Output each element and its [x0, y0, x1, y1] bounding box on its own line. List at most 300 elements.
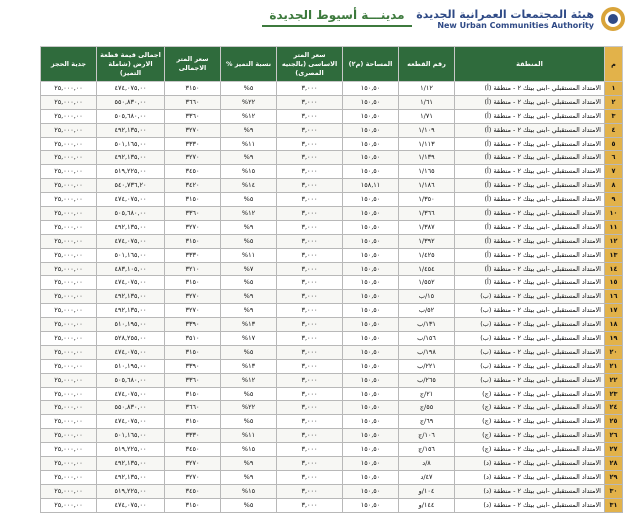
cell-base-price: ٣,٠٠٠ — [277, 429, 343, 443]
cell-plot-no: ١٥٦/ب — [399, 332, 455, 346]
col-header-area: المساحة (م٢) — [343, 47, 399, 82]
table-row — [41, 415, 623, 429]
cell-deposit: ٢٥,٠٠٠,٠٠ — [41, 179, 97, 193]
cell-index: ٧ — [605, 165, 623, 179]
cell-premium: ١٢% — [221, 109, 277, 123]
cell-premium: ١٢% — [221, 207, 277, 221]
cell-total-value: ٤٩٢,١٣٥,٠٠ — [97, 220, 165, 234]
cell-plot-no: ١٩٨/ب — [399, 345, 455, 359]
cell-plot-no: ١/١٨٦ — [399, 179, 455, 193]
cell-deposit: ٢٥,٠٠٠,٠٠ — [41, 151, 97, 165]
cell-plot-no: ١٠٦/ج — [399, 429, 455, 443]
cell-deposit: ٢٥,٠٠٠,٠٠ — [41, 429, 97, 443]
cell-total-meter-price: ٣١٥٠ — [165, 415, 221, 429]
cell-total-meter-price: ٣١٥٠ — [165, 82, 221, 96]
cell-area: ١٥٠,٥٠ — [343, 95, 399, 109]
cell-region: الامتداد المستقبلي -ابنى بيتك ٢ - منطقة (د) — [455, 484, 605, 498]
cell-total-value: ٤٩٢,١٣٥,٠٠ — [97, 470, 165, 484]
cell-index: ٢٥ — [605, 415, 623, 429]
cell-deposit: ٢٥,٠٠٠,٠٠ — [41, 359, 97, 373]
logo-arabic-title: هيئة المجتمعات العمرانية الجديدة — [416, 7, 594, 21]
cell-premium: ٥% — [221, 498, 277, 512]
cell-area: ١٥٠,٥٠ — [343, 429, 399, 443]
cell-region: الامتداد المستقبلي -ابنى بيتك ٢ - منطقة (د) — [455, 498, 605, 512]
cell-total-value: ٥٠٥,٦٨٠,٠٠ — [97, 207, 165, 221]
cell-area: ١٥٠,٥٠ — [343, 109, 399, 123]
cell-area: ١٥٠,٥٠ — [343, 207, 399, 221]
cell-base-price: ٣,٠٠٠ — [277, 304, 343, 318]
cell-base-price: ٣,٠٠٠ — [277, 234, 343, 248]
cell-premium: ٥% — [221, 276, 277, 290]
cell-area: ١٥٠,٥٠ — [343, 234, 399, 248]
cell-plot-no: ١٤٤/و — [399, 498, 455, 512]
cell-area: ١٥٠,٥٠ — [343, 345, 399, 359]
table-row — [41, 318, 623, 332]
cell-total-value: ٤٨٣,١٠٥,٠٠ — [97, 262, 165, 276]
cell-deposit: ٢٥,٠٠٠,٠٠ — [41, 373, 97, 387]
cell-deposit: ٢٥,٠٠٠,٠٠ — [41, 262, 97, 276]
col-header-total-value: اجمالى قيمة قطعة الارض (شاملة التميز) — [97, 47, 165, 82]
cell-premium: ٩% — [221, 220, 277, 234]
col-header-total-meter-price: سعر المتر الاجمالى — [165, 47, 221, 82]
cell-total-value: ٤٧٤,٠٧٥,٠٠ — [97, 193, 165, 207]
logo-english-title: New Urban Communities Authority — [437, 20, 594, 30]
cell-deposit: ٢٥,٠٠٠,٠٠ — [41, 234, 97, 248]
nuca-logo — [416, 6, 626, 32]
cell-total-meter-price: ٣٢٧٠ — [165, 220, 221, 234]
cell-area: ١٥٠,٥٠ — [343, 484, 399, 498]
cell-total-meter-price: ٣٤٥٠ — [165, 165, 221, 179]
cell-total-meter-price: ٣٤٥٠ — [165, 484, 221, 498]
cell-deposit: ٢٥,٠٠٠,٠٠ — [41, 401, 97, 415]
cell-premium: ١٧% — [221, 332, 277, 346]
cell-region: الامتداد المستقبلي -ابنى بيتك ٢ - منطقة (أ) — [455, 151, 605, 165]
cell-total-value: ٥٠١,١٦٥,٠٠ — [97, 137, 165, 151]
cell-area: ١٥٠,٥٠ — [343, 276, 399, 290]
cell-total-meter-price: ٣١٥٠ — [165, 234, 221, 248]
cell-region: الامتداد المستقبلي -ابنى بيتك ٢ - منطقة (أ) — [455, 262, 605, 276]
cell-total-value: ٤٧٤,٠٧٥,٠٠ — [97, 387, 165, 401]
cell-index: ١٢ — [605, 234, 623, 248]
cell-area: ١٥٠,٥٠ — [343, 401, 399, 415]
cell-total-meter-price: ٣٢١٠ — [165, 262, 221, 276]
cell-region: الامتداد المستقبلي -ابنى بيتك ٢ - منطقة (ب) — [455, 290, 605, 304]
cell-premium: ١٤% — [221, 179, 277, 193]
cell-region: الامتداد المستقبلي -ابنى بيتك ٢ - منطقة (أ) — [455, 137, 605, 151]
table-row — [41, 373, 623, 387]
cell-premium: ٥% — [221, 415, 277, 429]
cell-premium: ٢٢% — [221, 95, 277, 109]
cell-plot-no: ١/١٣٩ — [399, 151, 455, 165]
cell-plot-no: ١/١١٣ — [399, 137, 455, 151]
cell-region: الامتداد المستقبلي -ابنى بيتك ٢ - منطقة (د) — [455, 457, 605, 471]
cell-index: ٢ — [605, 95, 623, 109]
cell-total-value: ٥٢٨,٢٥٥,٠٠ — [97, 332, 165, 346]
cell-area: ١٥٠,٥٠ — [343, 220, 399, 234]
cell-premium: ٥% — [221, 193, 277, 207]
cell-total-meter-price: ٣٢٧٠ — [165, 457, 221, 471]
cell-region: الامتداد المستقبلي -ابنى بيتك ٢ - منطقة (ب) — [455, 345, 605, 359]
cell-index: ١١ — [605, 220, 623, 234]
cell-premium: ١١% — [221, 429, 277, 443]
cell-premium: ١١% — [221, 137, 277, 151]
cell-premium: ٩% — [221, 290, 277, 304]
cell-deposit: ٢٥,٠٠٠,٠٠ — [41, 304, 97, 318]
cell-region: الامتداد المستقبلي -ابنى بيتك ٢ - منطقة (ب) — [455, 373, 605, 387]
table-row — [41, 193, 623, 207]
table-row — [41, 276, 623, 290]
cell-index: ١ — [605, 82, 623, 96]
table-row — [41, 109, 623, 123]
col-header-plot-no: رقم القطعه — [399, 47, 455, 82]
cell-deposit: ٢٥,٠٠٠,٠٠ — [41, 123, 97, 137]
cell-index: ٤ — [605, 123, 623, 137]
cell-base-price: ٣,٠٠٠ — [277, 290, 343, 304]
cell-deposit: ٢٥,٠٠٠,٠٠ — [41, 82, 97, 96]
cell-premium: ٩% — [221, 123, 277, 137]
cell-deposit: ٢٥,٠٠٠,٠٠ — [41, 165, 97, 179]
cell-region: الامتداد المستقبلي -ابنى بيتك ٢ - منطقة (أ) — [455, 207, 605, 221]
nuca-emblem-icon — [600, 6, 626, 32]
cell-total-meter-price: ٣٥١٠ — [165, 332, 221, 346]
cell-area: ١٥٠,٥٠ — [343, 290, 399, 304]
cell-total-value: ٤٩٢,١٣٥,٠٠ — [97, 290, 165, 304]
cell-area: ١٥٠,٥٠ — [343, 137, 399, 151]
cell-deposit: ٢٥,٠٠٠,٠٠ — [41, 318, 97, 332]
table-row — [41, 304, 623, 318]
cell-index: ٦ — [605, 151, 623, 165]
table-row — [41, 345, 623, 359]
cell-index: ٢٨ — [605, 457, 623, 471]
cell-plot-no: ١/٣٨٧ — [399, 220, 455, 234]
cell-base-price: ٣,٠٠٠ — [277, 248, 343, 262]
cell-index: ١٣ — [605, 248, 623, 262]
cell-total-meter-price: ٣٦٦٠ — [165, 95, 221, 109]
cell-premium: ٥% — [221, 82, 277, 96]
cell-total-meter-price: ٣٣٣٠ — [165, 248, 221, 262]
cell-plot-no: ١٣١/ب — [399, 318, 455, 332]
col-header-premium: نسبة التميز % — [221, 47, 277, 82]
cell-base-price: ٣,٠٠٠ — [277, 276, 343, 290]
cell-index: ١٧ — [605, 304, 623, 318]
cell-plot-no: ١٥/ب — [399, 290, 455, 304]
cell-base-price: ٣,٠٠٠ — [277, 179, 343, 193]
cell-plot-no: ١/٤٢٥ — [399, 248, 455, 262]
table-row — [41, 82, 623, 96]
cell-plot-no: ٥٥/ج — [399, 401, 455, 415]
cell-base-price: ٣,٠٠٠ — [277, 193, 343, 207]
cell-total-value: ٤٩٢,١٣٥,٠٠ — [97, 457, 165, 471]
table-row — [41, 95, 623, 109]
table-row — [41, 457, 623, 471]
cell-area: ١٥٠,٥٠ — [343, 373, 399, 387]
cell-deposit: ٢٥,٠٠٠,٠٠ — [41, 95, 97, 109]
cell-base-price: ٣,٠٠٠ — [277, 401, 343, 415]
cell-total-value: ٤٧٤,٠٧٥,٠٠ — [97, 276, 165, 290]
cell-premium: ١٣% — [221, 318, 277, 332]
cell-total-value: ٤٧٤,٠٧٥,٠٠ — [97, 498, 165, 512]
cell-premium: ٥% — [221, 345, 277, 359]
cell-area: ١٥٠,٥٠ — [343, 359, 399, 373]
cell-total-meter-price: ٣٣٦٠ — [165, 109, 221, 123]
cell-area: ١٥٠,٥٠ — [343, 415, 399, 429]
cell-plot-no: ١٠٤/و — [399, 484, 455, 498]
cell-index: ١٩ — [605, 332, 623, 346]
cell-plot-no: ١/٧١ — [399, 109, 455, 123]
city-underline — [262, 25, 412, 27]
cell-deposit: ٢٥,٠٠٠,٠٠ — [41, 207, 97, 221]
cell-base-price: ٣,٠٠٠ — [277, 470, 343, 484]
table-row — [41, 387, 623, 401]
cell-premium: ١٥% — [221, 443, 277, 457]
cell-plot-no: ٤٧/د — [399, 470, 455, 484]
cell-region: الامتداد المستقبلي -ابنى بيتك ٢ - منطقة (أ) — [455, 220, 605, 234]
cell-region: الامتداد المستقبلي -ابنى بيتك ٢ - منطقة (ب) — [455, 359, 605, 373]
cell-total-meter-price: ٣١٥٠ — [165, 498, 221, 512]
cell-premium: ١٥% — [221, 484, 277, 498]
cell-region: الامتداد المستقبلي -ابنى بيتك ٢ - منطقة (أ) — [455, 95, 605, 109]
cell-plot-no: ١/١٢ — [399, 82, 455, 96]
cell-region: الامتداد المستقبلي -ابنى بيتك ٢ - منطقة (أ) — [455, 248, 605, 262]
cell-index: ٣٠ — [605, 484, 623, 498]
cell-index: ١٠ — [605, 207, 623, 221]
cell-area: ١٥٠,٥٠ — [343, 82, 399, 96]
cell-premium: ٩% — [221, 470, 277, 484]
cell-plot-no: ١/٣٩٢ — [399, 234, 455, 248]
cell-deposit: ٢٥,٠٠٠,٠٠ — [41, 220, 97, 234]
city-name: مدينـــة أسيوط الجديدة — [269, 8, 405, 22]
cell-total-meter-price: ٣٦٦٠ — [165, 401, 221, 415]
cell-premium: ٩% — [221, 151, 277, 165]
cell-premium: ٥% — [221, 234, 277, 248]
cell-base-price: ٣,٠٠٠ — [277, 332, 343, 346]
cell-total-value: ٤٧٤,٠٧٥,٠٠ — [97, 415, 165, 429]
cell-deposit: ٢٥,٠٠٠,٠٠ — [41, 137, 97, 151]
cell-index: ٢٢ — [605, 373, 623, 387]
cell-plot-no: ١/٥٥٢ — [399, 276, 455, 290]
cell-region: الامتداد المستقبلي -ابنى بيتك ٢ - منطقة (ب) — [455, 304, 605, 318]
cell-plot-no: ٢٢١/ب — [399, 359, 455, 373]
cell-plot-no: ١/٦١ — [399, 95, 455, 109]
cell-base-price: ٣,٠٠٠ — [277, 373, 343, 387]
cell-area: ١٥٠,٥٠ — [343, 123, 399, 137]
table-row — [41, 443, 623, 457]
cell-total-meter-price: ٣٢٧٠ — [165, 123, 221, 137]
cell-deposit: ٢٥,٠٠٠,٠٠ — [41, 484, 97, 498]
cell-plot-no: ١/٣٥٠ — [399, 193, 455, 207]
table-row — [41, 151, 623, 165]
cell-deposit: ٢٥,٠٠٠,٠٠ — [41, 498, 97, 512]
cell-total-meter-price: ٣٣٣٠ — [165, 429, 221, 443]
cell-area: ١٥٠,٥٠ — [343, 318, 399, 332]
cell-premium: ٥% — [221, 387, 277, 401]
cell-total-value: ٤٩٢,١٣٥,٠٠ — [97, 151, 165, 165]
cell-premium: ١١% — [221, 248, 277, 262]
cell-total-value: ٤٧٤,٠٧٥,٠٠ — [97, 234, 165, 248]
cell-region: الامتداد المستقبلي -ابنى بيتك ٢ - منطقة (د) — [455, 470, 605, 484]
cell-total-value: ٤٧٤,٠٧٥,٠٠ — [97, 345, 165, 359]
cell-index: ٢٣ — [605, 387, 623, 401]
cell-index: ٢٩ — [605, 470, 623, 484]
cell-deposit: ٢٥,٠٠٠,٠٠ — [41, 387, 97, 401]
cell-base-price: ٣,٠٠٠ — [277, 387, 343, 401]
cell-index: ١٤ — [605, 262, 623, 276]
cell-index: ٢٧ — [605, 443, 623, 457]
table-row — [41, 484, 623, 498]
cell-index: ١٦ — [605, 290, 623, 304]
cell-deposit: ٢٥,٠٠٠,٠٠ — [41, 193, 97, 207]
cell-total-value: ٥٥٠,٨٣٠,٠٠ — [97, 401, 165, 415]
table-row — [41, 359, 623, 373]
table-row — [41, 248, 623, 262]
cell-deposit: ٢٥,٠٠٠,٠٠ — [41, 443, 97, 457]
cell-total-meter-price: ٣٣٦٠ — [165, 207, 221, 221]
cell-region: الامتداد المستقبلي -ابنى بيتك ٢ - منطقة (أ) — [455, 193, 605, 207]
table-row — [41, 123, 623, 137]
cell-base-price: ٣,٠٠٠ — [277, 137, 343, 151]
cell-area: ١٥٠,٥٠ — [343, 304, 399, 318]
cell-deposit: ٢٥,٠٠٠,٠٠ — [41, 248, 97, 262]
cell-base-price: ٣,٠٠٠ — [277, 262, 343, 276]
col-header-deposit: جدية الحجز — [41, 47, 97, 82]
table-row — [41, 401, 623, 415]
cell-total-value: ٤٧٤,٠٧٥,٠٠ — [97, 82, 165, 96]
cell-total-value: ٥٠١,١٦٥,٠٠ — [97, 248, 165, 262]
cell-index: ٢١ — [605, 359, 623, 373]
table-body — [41, 82, 623, 513]
cell-deposit: ٢٥,٠٠٠,٠٠ — [41, 290, 97, 304]
cell-base-price: ٣,٠٠٠ — [277, 123, 343, 137]
cell-base-price: ٣,٠٠٠ — [277, 345, 343, 359]
cell-deposit: ٢٥,٠٠٠,٠٠ — [41, 470, 97, 484]
cell-base-price: ٣,٠٠٠ — [277, 415, 343, 429]
cell-region: الامتداد المستقبلي -ابنى بيتك ٢ - منطقة (ج) — [455, 401, 605, 415]
cell-total-meter-price: ٣٢٧٠ — [165, 290, 221, 304]
col-header-region: المنطقة — [455, 47, 605, 82]
cell-premium: ١٣% — [221, 359, 277, 373]
table-row — [41, 234, 623, 248]
table-row — [41, 470, 623, 484]
cell-area: ١٥٠,٥٠ — [343, 165, 399, 179]
table-row — [41, 179, 623, 193]
plots-table-wrapper — [40, 46, 622, 513]
cell-plot-no: ١/١٠٩ — [399, 123, 455, 137]
cell-area: ١٥٠,٥٠ — [343, 387, 399, 401]
cell-region: الامتداد المستقبلي -ابنى بيتك ٢ - منطقة (أ) — [455, 109, 605, 123]
cell-region: الامتداد المستقبلي -ابنى بيتك ٢ - منطقة (أ) — [455, 123, 605, 137]
table-row — [41, 165, 623, 179]
cell-base-price: ٣,٠٠٠ — [277, 443, 343, 457]
cell-total-value: ٥١٩,٢٢٥,٠٠ — [97, 165, 165, 179]
table-row — [41, 290, 623, 304]
cell-total-value: ٥٠١,١٦٥,٠٠ — [97, 429, 165, 443]
cell-base-price: ٣,٠٠٠ — [277, 457, 343, 471]
cell-total-meter-price: ٣١٥٠ — [165, 276, 221, 290]
cell-premium: ٧% — [221, 262, 277, 276]
cell-deposit: ٢٥,٠٠٠,٠٠ — [41, 109, 97, 123]
cell-area: ١٥٠,٥٠ — [343, 151, 399, 165]
table-row — [41, 429, 623, 443]
cell-plot-no: ١/٤٥٤ — [399, 262, 455, 276]
cell-deposit: ٢٥,٠٠٠,٠٠ — [41, 345, 97, 359]
cell-area: ١٥٠,٥٠ — [343, 332, 399, 346]
table-row — [41, 207, 623, 221]
cell-area: ١٥٠,٥٠ — [343, 248, 399, 262]
cell-region: الامتداد المستقبلي -ابنى بيتك ٢ - منطقة (أ) — [455, 165, 605, 179]
cell-plot-no: ١٥٦/ج — [399, 443, 455, 457]
cell-base-price: ٣,٠٠٠ — [277, 82, 343, 96]
cell-plot-no: ٨/د — [399, 457, 455, 471]
table-header-row — [41, 47, 623, 82]
cell-plot-no: ٢١/ج — [399, 387, 455, 401]
cell-base-price: ٣,٠٠٠ — [277, 359, 343, 373]
cell-region: الامتداد المستقبلي -ابنى بيتك ٢ - منطقة (أ) — [455, 276, 605, 290]
cell-region: الامتداد المستقبلي -ابنى بيتك ٢ - منطقة (أ) — [455, 179, 605, 193]
cell-region: الامتداد المستقبلي -ابنى بيتك ٢ - منطقة (أ) — [455, 82, 605, 96]
cell-total-meter-price: ٣١٥٠ — [165, 193, 221, 207]
cell-region: الامتداد المستقبلي -ابنى بيتك ٢ - منطقة (ج) — [455, 429, 605, 443]
page-header — [0, 0, 640, 44]
cell-total-value: ٥٥٠,٨٣٠,٠٠ — [97, 95, 165, 109]
cell-plot-no: ٢٦٥/ب — [399, 373, 455, 387]
table-row — [41, 262, 623, 276]
cell-area: ١٥٠,٥٠ — [343, 470, 399, 484]
cell-region: الامتداد المستقبلي -ابنى بيتك ٢ - منطقة (ب) — [455, 332, 605, 346]
cell-index: ٢٠ — [605, 345, 623, 359]
cell-total-value: ٥٠٥,٦٨٠,٠٠ — [97, 373, 165, 387]
cell-index: ١٨ — [605, 318, 623, 332]
cell-region: الامتداد المستقبلي -ابنى بيتك ٢ - منطقة (ج) — [455, 443, 605, 457]
cell-total-value: ٥١٩,٢٢٥,٠٠ — [97, 443, 165, 457]
cell-premium: ٩% — [221, 304, 277, 318]
cell-deposit: ٢٥,٠٠٠,٠٠ — [41, 415, 97, 429]
city-title-block — [262, 8, 412, 27]
cell-total-meter-price: ٣٤٢٠ — [165, 179, 221, 193]
col-header-index: م — [605, 47, 623, 82]
cell-premium: ١٥% — [221, 165, 277, 179]
cell-total-meter-price: ٣٣٩٠ — [165, 318, 221, 332]
cell-premium: ١٢% — [221, 373, 277, 387]
cell-region: الامتداد المستقبلي -ابنى بيتك ٢ - منطقة (ج) — [455, 415, 605, 429]
cell-area: ١٥٠,٥٠ — [343, 262, 399, 276]
cell-index: ٢٤ — [605, 401, 623, 415]
cell-premium: ٢٢% — [221, 401, 277, 415]
cell-base-price: ٣,٠٠٠ — [277, 220, 343, 234]
cell-base-price: ٣,٠٠٠ — [277, 165, 343, 179]
cell-deposit: ٢٥,٠٠٠,٠٠ — [41, 457, 97, 471]
cell-total-meter-price: ٣٤٥٠ — [165, 443, 221, 457]
cell-index: ٢٦ — [605, 429, 623, 443]
cell-area: ١٥٠,٥٠ — [343, 457, 399, 471]
cell-total-value: ٥١٠,١٩٥,٠٠ — [97, 318, 165, 332]
cell-region: الامتداد المستقبلي -ابنى بيتك ٢ - منطقة (ج) — [455, 387, 605, 401]
cell-total-value: ٥٤٠,٧٣٦,٢٠ — [97, 179, 165, 193]
cell-region: الامتداد المستقبلي -ابنى بيتك ٢ - منطقة (ب) — [455, 318, 605, 332]
cell-plot-no: ١/٣٦٦ — [399, 207, 455, 221]
cell-total-meter-price: ٣٢٧٠ — [165, 151, 221, 165]
cell-total-meter-price: ٣٣٣٠ — [165, 137, 221, 151]
table-row — [41, 332, 623, 346]
cell-index: ٩ — [605, 193, 623, 207]
cell-index: ٥ — [605, 137, 623, 151]
cell-total-meter-price: ٣٢٧٠ — [165, 304, 221, 318]
cell-total-value: ٥١٩,٢٢٥,٠٠ — [97, 484, 165, 498]
cell-region: الامتداد المستقبلي -ابنى بيتك ٢ - منطقة (أ) — [455, 234, 605, 248]
cell-base-price: ٣,٠٠٠ — [277, 498, 343, 512]
cell-plot-no: ٥٢/ب — [399, 304, 455, 318]
cell-index: ٨ — [605, 179, 623, 193]
cell-area: ١٥٠,٥٠ — [343, 498, 399, 512]
